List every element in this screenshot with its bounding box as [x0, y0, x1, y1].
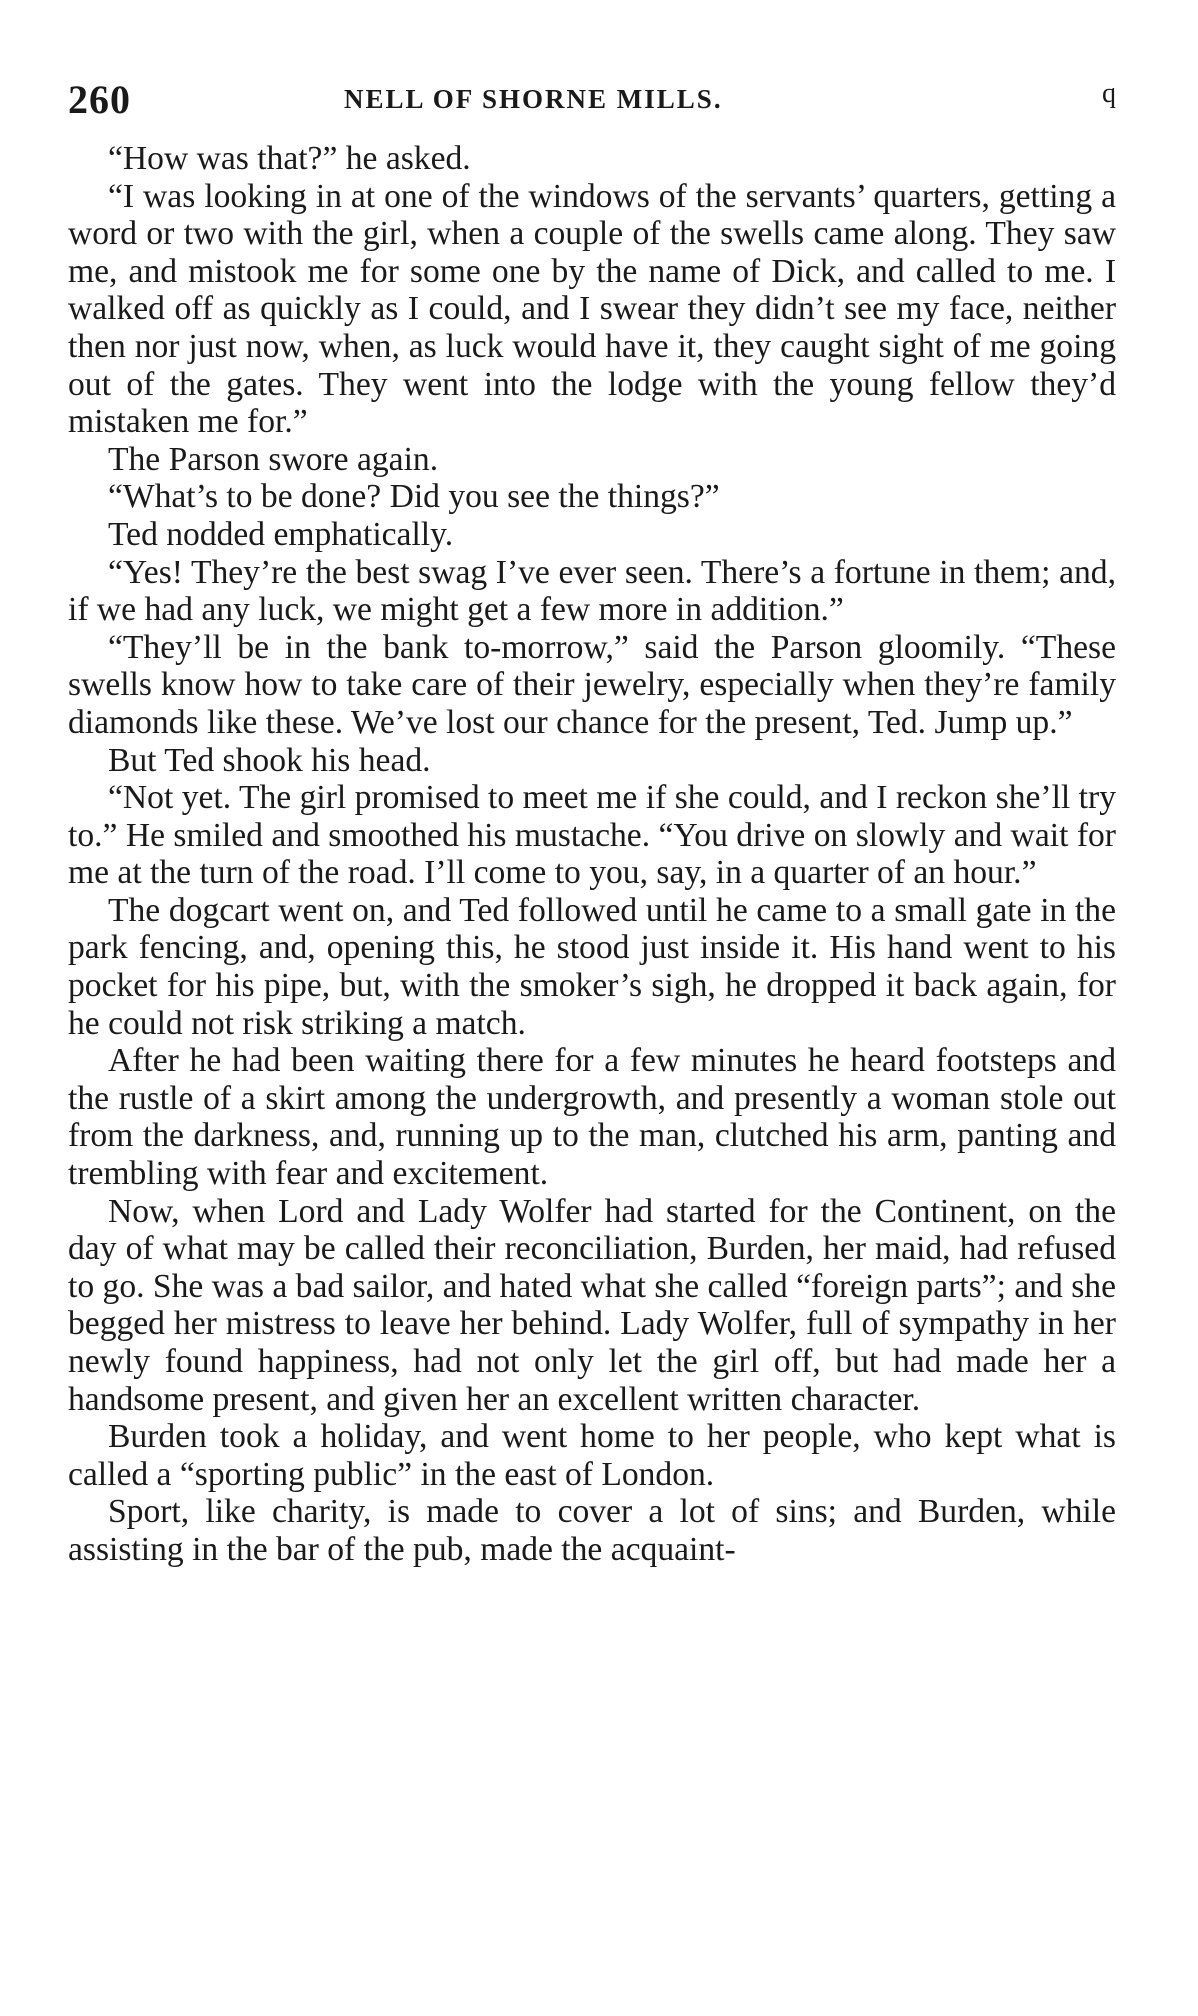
body-text: [68, 140, 1116, 1569]
paragraph: Sport, like charity, is made to cover a lot of sins; and Burden, while assisting in the bar of the pub, made the acquaint-: [68, 1493, 1116, 1568]
paragraph: The dogcart went on, and Ted followed until he came to a small gate in the park fencing, and, opening this, he stood just inside it. His hand went to his pocket for his pipe, but, with the smoker’s sigh, he dropped it back again, for he could not risk striking a match.: [68, 891, 1116, 1042]
signature-mark: q: [1102, 78, 1116, 109]
running-title: NELL OF SHORNE MILLS.: [344, 84, 723, 114]
book-page: [68, 76, 1116, 1569]
paragraph: After he had been waiting there for a few minutes he heard footsteps and the rustle of a skirt among the undergrowth, and presently a woman stole out from the darkness, and, running up to the man, clutched his arm, panting and trembling with fear and excitement.: [68, 1042, 1116, 1193]
paragraph: “How was that?” he asked.: [108, 140, 471, 177]
paragraph: Ted nodded emphatically.: [108, 515, 454, 553]
paragraph: “Not yet. The girl promised to meet me if she could, and I reckon she’ll try to.” He smiled and smoothed his mustache. “You drive on slowly and wait for me at the turn of the road. I’ll come to you, say, in a quarter of an hour.”: [68, 779, 1116, 892]
page-header: [68, 76, 1116, 126]
paragraph: “They’ll be in the bank to-morrow,” said the Parson gloomily. “These swells know how to take care of their jewelry, especially when they’re family diamonds like these. We’ve lost our chance for the present, Ted. Jump up.”: [68, 628, 1116, 741]
paragraph: But Ted shook his head.: [108, 741, 431, 779]
paragraph: Now, when Lord and Lady Wolfer had started for the Continent, on the day of what may be called their reconciliation, Burden, her maid, had refused to go. She was a bad sailor, and hated what she called “foreign parts”; and she begged her mistress to leave her behind. Lady Wolfer, full of sympathy in her newly found happiness, had not only let the girl off, but had made her a handsome present, and given her an excellent written character.: [68, 1192, 1116, 1418]
paragraph: “What’s to be done? Did you see the things?”: [108, 478, 720, 516]
page-number: 260: [68, 77, 131, 122]
paragraph: Burden took a holiday, and went home to her people, who kept what is called a “sporting public” in the east of London.: [68, 1418, 1116, 1493]
paragraph: “I was looking in at one of the windows of the servants’ quarters, getting a word or two with the girl, when a couple of the swells came along. They saw me, and mistook me for some one by the name of Dick, and called to me. I walked off as quickly as I could, and I swear they didn’t see my face, neither then nor just now, when, as luck would have it, they caught sight of me going out of the gates. They went into the lodge with the young fellow they’d mistaken me for.”: [68, 177, 1116, 441]
paragraph: “Yes! They’re the best swag I’ve ever seen. There’s a fortune in them; and, if we had any luck, we might get a few more in addition.”: [68, 553, 1116, 629]
paragraph: The Parson swore again.: [108, 440, 439, 478]
